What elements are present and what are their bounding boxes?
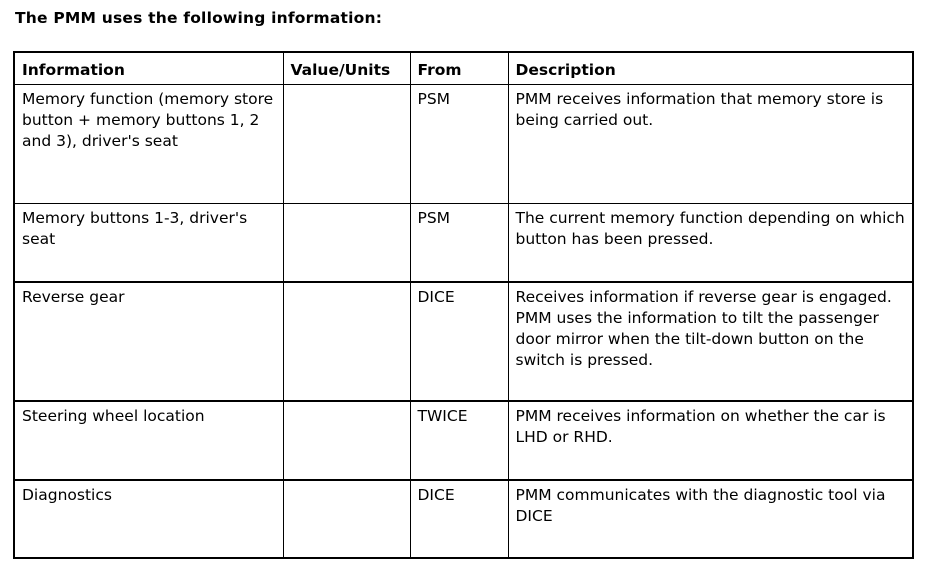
cell-value-units (283, 282, 410, 401)
table-row (14, 480, 913, 558)
cell-value-units (283, 480, 410, 558)
cell-information: Reverse gear (14, 282, 283, 401)
cell-description: The current memory function depending on which button has been pressed. (508, 204, 913, 283)
cell-value-units (283, 401, 410, 480)
cell-from: DICE (410, 282, 508, 401)
cell-information: Diagnostics (14, 480, 283, 558)
cell-from: TWICE (410, 401, 508, 480)
table-row (14, 282, 913, 401)
table-header-row (14, 52, 913, 85)
information-table (13, 51, 914, 559)
cell-information: Steering wheel location (14, 401, 283, 480)
cell-description: PMM receives information that memory store is being carried out. (508, 85, 913, 204)
column-header-from: From (410, 52, 508, 85)
cell-description: Receives information if reverse gear is engaged. PMM uses the information to tilt the passenger door mirror when the tilt-down button on the switch is pressed. (508, 282, 913, 401)
column-header-value-units: Value/Units (283, 52, 410, 85)
cell-from: PSM (410, 204, 508, 283)
cell-value-units (283, 85, 410, 204)
page-heading: The PMM uses the following information: (15, 9, 383, 27)
column-header-information: Information (14, 52, 283, 85)
table-row (14, 401, 913, 480)
cell-information: Memory function (memory store button + memory buttons 1, 2 and 3), driver's seat (14, 85, 283, 204)
cell-value-units (283, 204, 410, 283)
cell-from: PSM (410, 85, 508, 204)
table-row (14, 85, 913, 204)
cell-from: DICE (410, 480, 508, 558)
cell-description: PMM receives information on whether the car is LHD or RHD. (508, 401, 913, 480)
cell-information: Memory buttons 1-3, driver's seat (14, 204, 283, 283)
column-header-description: Description (508, 52, 913, 85)
cell-description: PMM communicates with the diagnostic tool via DICE (508, 480, 913, 558)
table-row (14, 204, 913, 283)
